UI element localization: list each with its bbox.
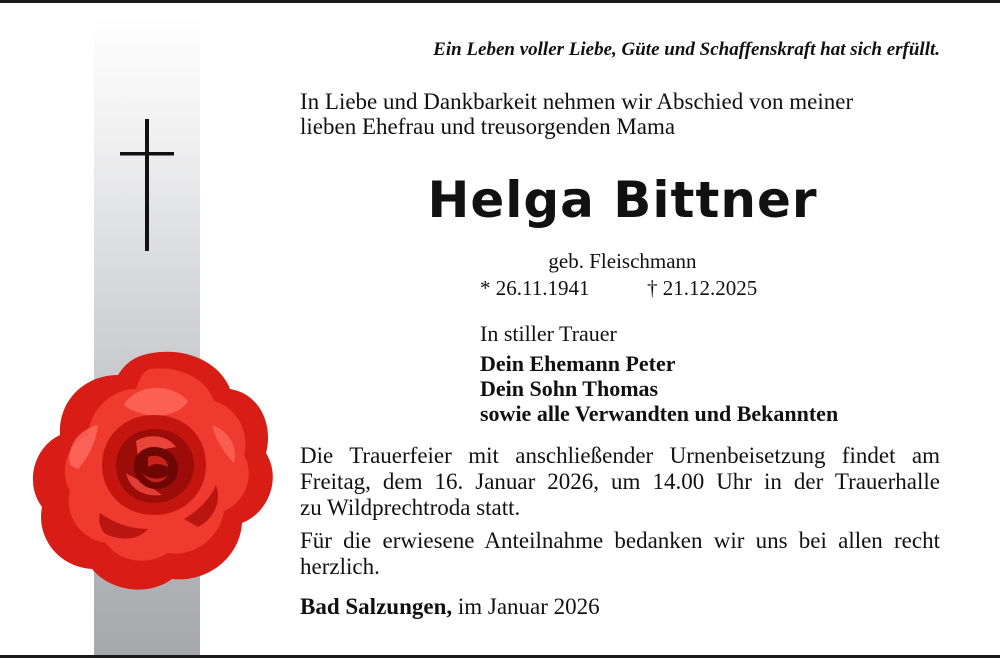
death-date: † 21.12.2025 bbox=[647, 276, 758, 300]
service-line: zu Wildprechtroda statt. bbox=[300, 495, 521, 520]
closing-place: Bad Salzungen, bbox=[300, 594, 453, 619]
service-line: Freitag, dem 16. Januar 2026, um 14.00 Uhr in der Trauerhalle bbox=[300, 469, 940, 494]
funeral-service-paragraph bbox=[300, 443, 940, 521]
mourners-intro: In stiller Trauer bbox=[480, 321, 617, 346]
intro-line-1: In Liebe und Dankbarkeit nehmen wir Abschied von meiner bbox=[300, 89, 854, 114]
service-line: Die Trauerfeier mit anschließender Urnenbeisetzung findet am bbox=[300, 443, 940, 468]
birth-date: * 26.11.1941 bbox=[480, 276, 590, 300]
thanks-line: Für die erwiesene Anteilnahme bedanken wir uns bei allen recht bbox=[300, 528, 940, 553]
birth-name: geb. Fleischmann bbox=[548, 249, 697, 273]
mourner-line: Dein Ehemann Peter bbox=[480, 351, 676, 376]
mourner-line: Dein Sohn Thomas bbox=[480, 376, 659, 401]
closing-date: im Januar 2026 bbox=[457, 594, 600, 619]
deceased-name: Helga Bittner bbox=[427, 171, 818, 229]
cross-icon bbox=[120, 119, 176, 253]
mourner-line: sowie alle Verwandten und Bekannten bbox=[480, 401, 839, 426]
red-rose-image bbox=[30, 345, 275, 593]
thanks-line: herzlich. bbox=[300, 554, 380, 579]
intro-line-2: lieben Ehefrau und treusorgenden Mama bbox=[300, 114, 676, 139]
closing-line bbox=[300, 594, 600, 620]
thanks-paragraph bbox=[300, 528, 940, 580]
motto-line: Ein Leben voller Liebe, Güte und Schaffenskraft hat sich erfüllt. bbox=[433, 39, 940, 60]
